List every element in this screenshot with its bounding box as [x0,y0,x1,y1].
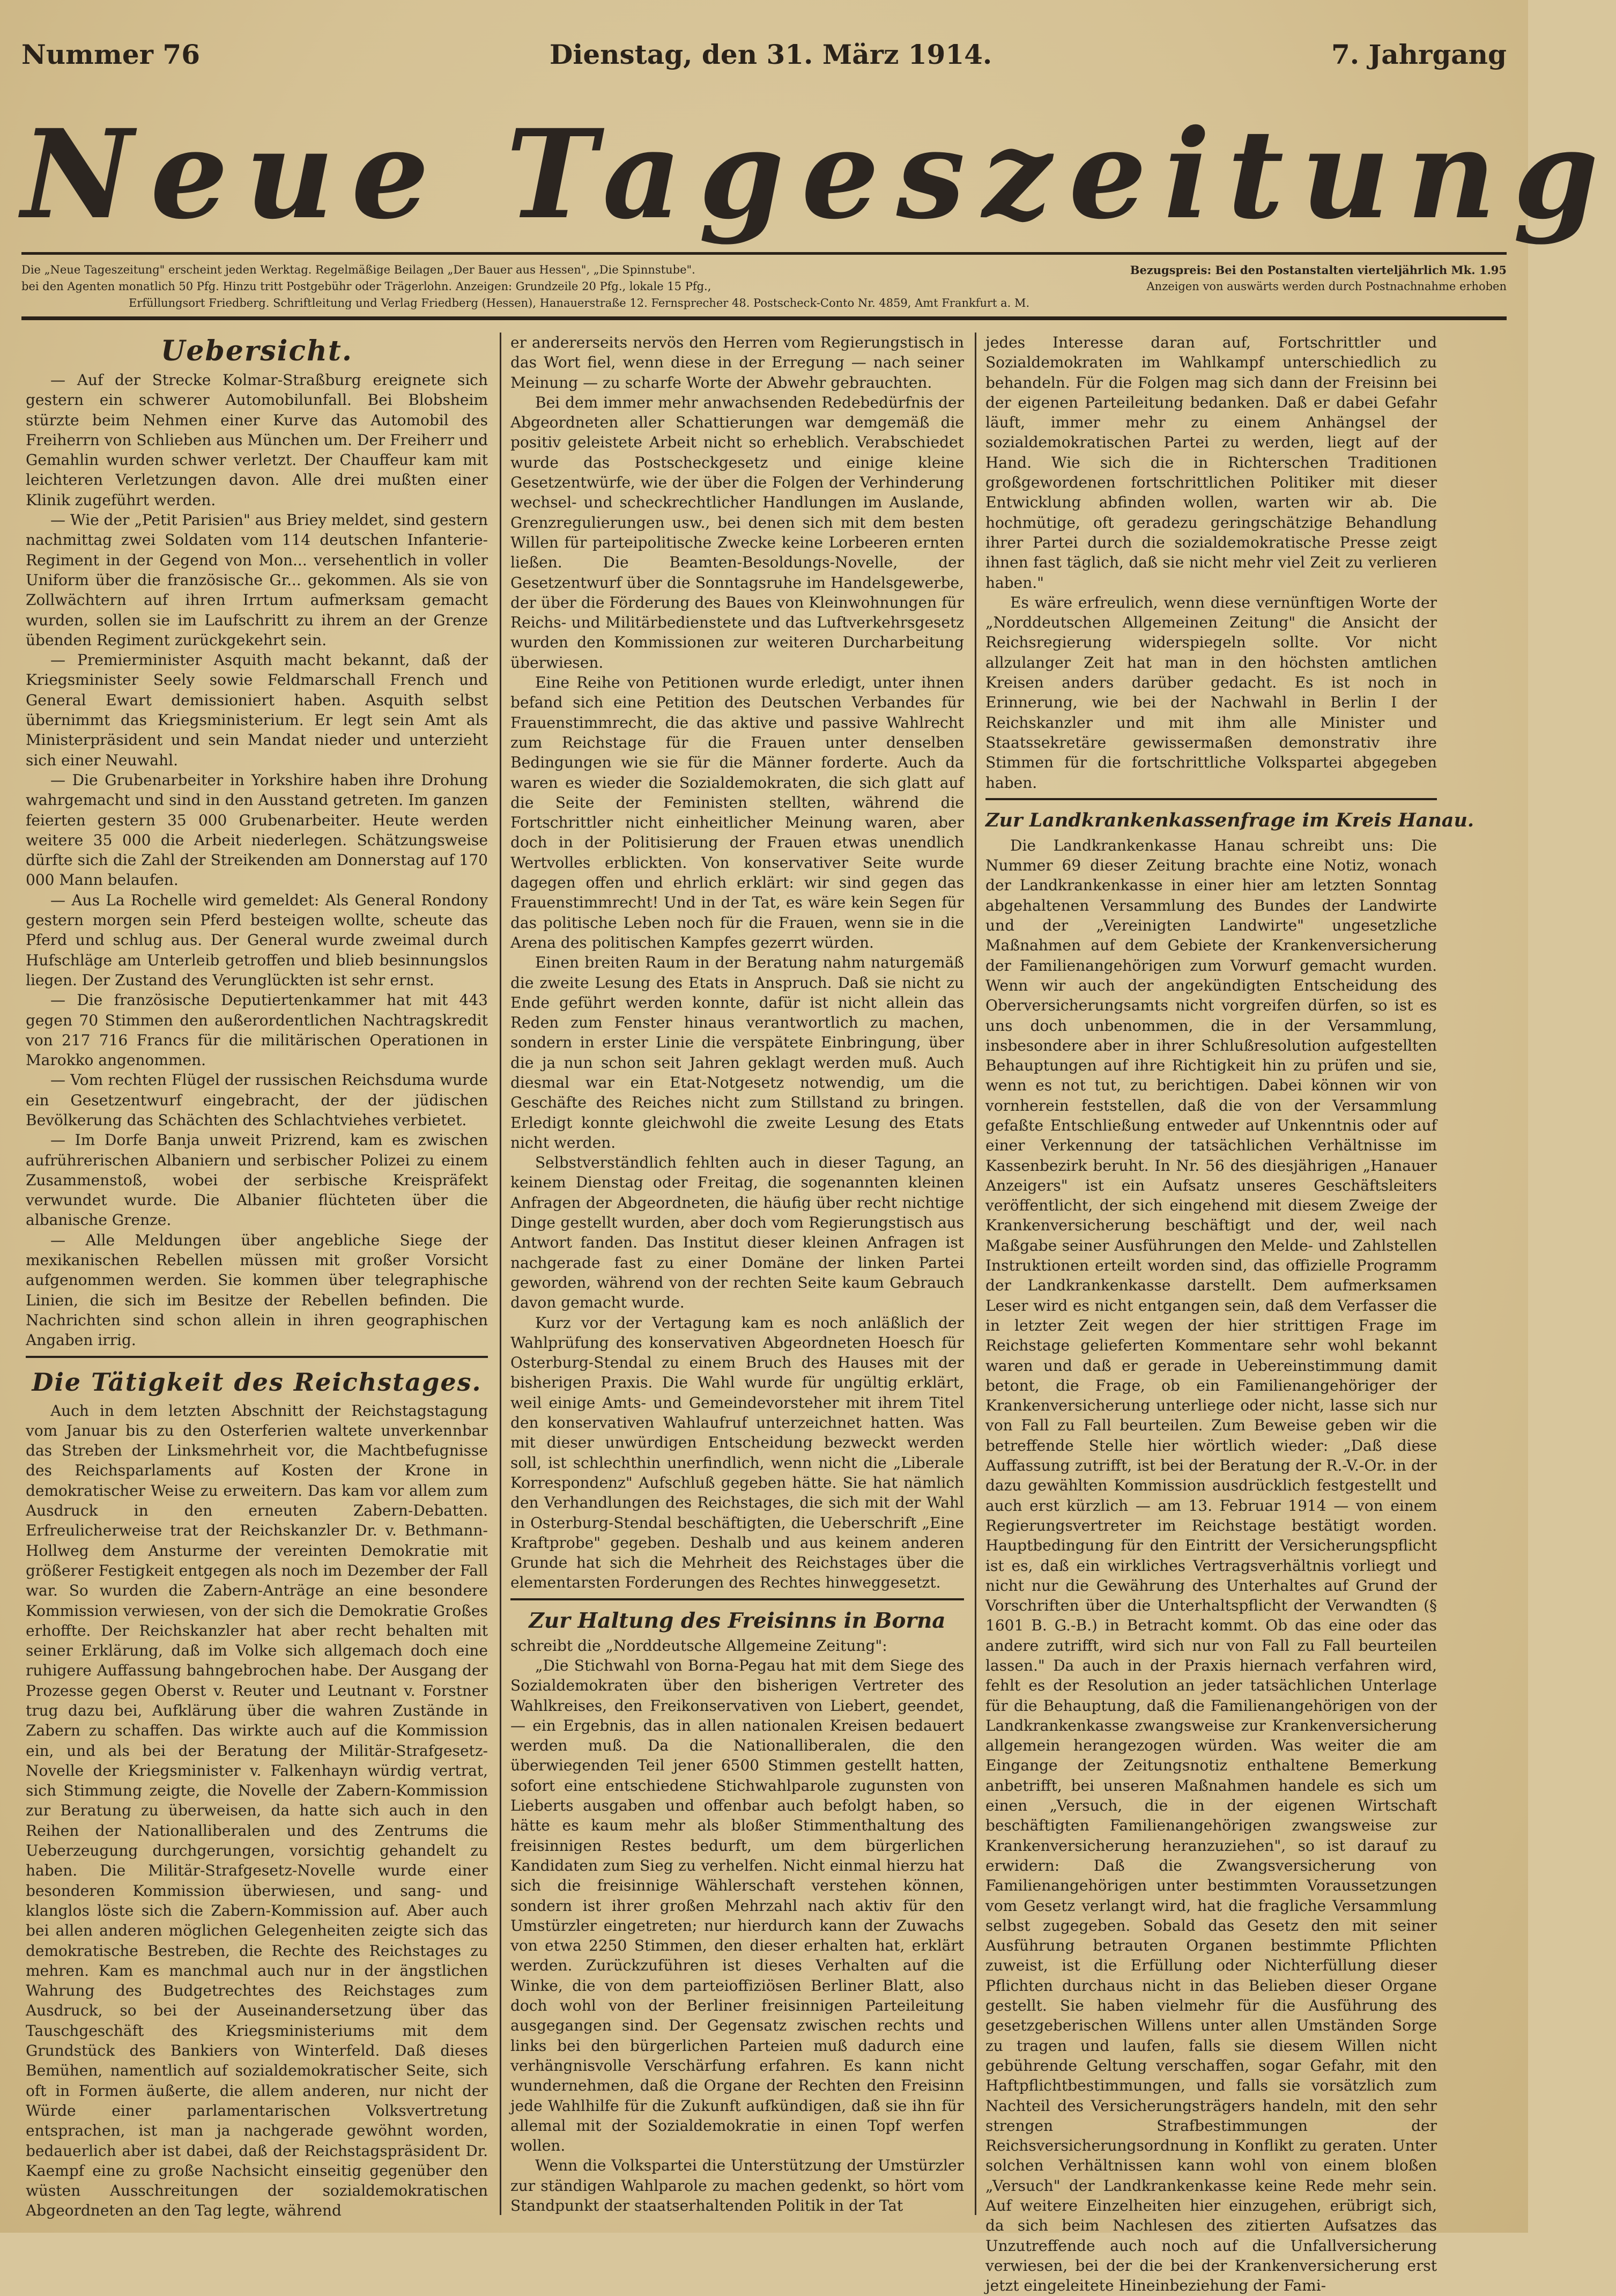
paragraph: — Wie der „Petit Parisien" aus Briey meldet, sind gestern nachmittag zwei Soldaten vom 114 deutschen Infanterie-Regiment in der Gegend von Mon... versehentlich in voller Uniform über die französische Gr... gekommen. Als sie von Zollwächtern auf ihren Irrtum aufmerksam gemacht wurden, sollen sie im Laufschritt zu ihrem an der Grenze übenden Regiment zurückgekehrt sein. [26,511,488,649]
section-rule [26,1356,488,1358]
section-rule [985,798,1437,800]
paragraph: er andererseits nervös den Herren vom Regierungstisch in das Wort fiel, wenn diese in der Erregung — nach seiner Meinung — zu scharfe Worte der Abwehr gebrauchten. [510,334,964,392]
column-divider-1 [500,333,501,2215]
column-3 [985,333,1474,2295]
paragraph: Selbstverständlich fehlten auch in dieser Tagung, an keinem Dienstag oder Freitag, die sogenannten kleinen Anfragen der Abgeordneten, die häufig über recht nichtige Dinge gestellt wurden, aber doch vom Regierungstisch aus Antwort fanden. Das Institut dieser kleinen Anfragen ist nachgerade fast zu einer Domäne der linken Partei geworden, während von der rechten Seite kaum Gebrauch davon gemacht wurde. [510,1154,964,1312]
paragraph: — Alle Meldungen über angebliche Siege der mexikanischen Rebellen müssen mit großer Vorsicht aufgenommen werden. Sie kommen über telegraphische Linien, die sich im Besitze der Rebellen befinden. Die Nachrichten sind schon allein in ihren geographischen Angaben irrig. [26,1231,488,1349]
paragraph: — Im Dorfe Banja unweit Prizrend, kam es zwischen aufrührerischen Albaniern und serbischer Polizei zu einem Zusammenstoß, wobei der serbische Kreispräfekt verwundet wurde. Die Albanier flüchteten über die albanische Grenze. [26,1131,488,1229]
masthead-rule [21,252,1507,255]
imprint-line-3: Erfüllungsort Friedberg. Schriftleitung und Verlag Friedberg (Hessen), Hanauerstraße 12. Fernsprecher 48. Postscheck-Conto Nr. 4859, Amt Frankfurt a. M. [129,297,1030,309]
paragraph: — Aus La Rochelle wird gemeldet: Als General Rondony gestern morgen sein Pferd besteigen wollte, scheute das Pferd und schlug aus. Der General wurde zweimal durch Hufschläge am Unterleib getroffen und blieb besinnungslos liegen. Der Zustand des Verunglückten ist sehr ernst. [26,891,488,989]
heading-reichstag: Die Tätigkeit des Reichstages. [32,1367,482,1397]
imprint-line-2: bei den Agenten monatlich 50 Pfg. Hinzu tritt Postgebühr oder Trägerlohn. Anzeigen: Grundzeile 20 Pfg., lokale 15 Pfg., [21,280,711,293]
freisinn-text [510,1636,964,2216]
paragraph: — Vom rechten Flügel der russischen Reichsduma wurde ein Gesetzentwurf eingebracht, der der jüdischen Bevölkerung das Schächten des Schlachtviehes verbietet. [26,1071,488,1129]
paragraph: — Die Grubenarbeiter in Yorkshire haben ihre Drohung wahrgemacht und sind in den Ausstand getreten. Im ganzen feierten gestern 35 000 Grubenarbeiter. Heute werden weitere 35 000 die Arbeit niederlegen. Schätzungsweise dürfte sich die Zahl der Streikenden am Donnerstag auf 170 000 Mann belaufen. [26,771,488,889]
imprint-ads: Anzeigen von auswärts werden durch Postnachnahme erhoben [1146,280,1507,293]
paragraph: Wenn die Volkspartei die Unterstützung der Umstürzler zur ständigen Wahlparole zu machen gedenkt, so hört vom Standpunkt der staatserhaltenden Politik in der Tat [510,2157,964,2215]
issue-date: Dienstag, den 31. März 1914. [550,39,992,70]
paragraph: — Die französische Deputiertenkammer hat mit 443 gegen 70 Stimmen den außerordentlichen Nachtragskredit von 217 716 Francs für die militärischen Operationen in Marokko angenommen. [26,991,488,1069]
imprint-rule [21,316,1507,320]
paragraph: jedes Interesse daran auf, Fortschrittler und Sozialdemokraten im Wahlkampf unterschiedlich zu behandeln. Für die Folgen mag sich dann der Freisinn bei der eigenen Parteileitung bedanken. Daß er dabei Gefahr läuft, immer mehr zu einem Anhängsel der sozialdemokratischen Partei zu werden, liegt auf der Hand. Wie sich die in Richterschen Traditionen großgewordenen fortschrittlichen Politiker mit dieser Entwicklung abfinden wollen, warten wir ab. Die hochmütige, oft geradezu geringschätzige Behandlung ihrer Partei durch die sozialdemokratische Presse zeigt ihnen fast täglich, daß sie nicht mehr viel Zeit zu verlieren haben." [985,334,1437,592]
paragraph: Die Landkrankenkasse Hanau schreibt uns: Die Nummer 69 dieser Zeitung brachte eine Notiz, wonach der Landkrankenkasse in einer hier am letzten Sonntag abgehaltenen Versammlung des Bundes der Landwirte und der „Vereinigten Landwirte" ungesetzliche Maßnahmen auf dem Gebiete der Krankenversicherung der Familienangehörigen zum Vorwurf gemacht wurden. Wenn wir auch der angekündigten Entscheidung des Oberversicherungsamts nicht vorgreifen dürfen, so ist es uns doch unbenommen, die in der Versammlung, insbesondere aber in ihrer Schlußresolution aufgestellten Behauptungen auf ihre Richtigkeit hin zu prüfen und sie, wenn es not tut, zu berichtigen. Dabei können wir von vornherein feststellen, daß die von der Versammlung gefaßte Entschließung entweder auf Unkenntnis oder auf einer Verkennung der tatsächlichen Verhältnisse im Kassenbezirk beruht. In Nr. 56 des diesjährigen „Hanauer Anzeigers" ist ein Aufsatz unseres Geschäftsleiters veröffentlicht, der sich eingehend mit diesem Zweige der Krankenversicherung beschäftigt und der, weil nach Maßgabe seiner Ausführungen den Melde- und Zahlstellen Instruktionen erteilt worden sind, das offizielle Programm der Landkrankenkasse darstellt. Dem aufmerksamen Leser wird es nicht entgangen sein, daß dem Verfasser die in letzter Zeit wegen der hier strittigen Frage im Reichstage gelieferten Kommentare sehr wohl bekannt waren und daß er gerade in Uebereinstimmung damit betont, die Frage, ob ein Familienangehöriger der Krankenversicherung unterliege oder nicht, lasse sich nur von Fall zu Fall beurteilen. Zum Beweise geben wir die betreffende Stelle hier wörtlich wieder: „Daß diese Auffassung zutrifft, ist bei der Beratung der R.-V.-Or. in der dazu gewählten Kommission ausdrücklich festgestellt und auch erst kürzlich — am 13. Februar 1914 — von einem Regierungsvertreter im Reichstage bestätigt worden. Hauptbedingung für den Eintritt der Versicherungspflicht ist es, daß ein wirkliches Vertragsverhältnis vorliegt und nicht nur die Gewährung des Unterhaltes auf Grund der Vorschriften über die Unterhaltspflicht der Verwandten (§ 1601 B. G.-B.) in Betracht kommt. Ob das eine oder das andere zutrifft, wird sich nur von Fall zu Fall beurteilen lassen." Da auch in der Praxis hiernach verfahren wird, fehlt es der Resolution an jeder tatsächlichen Unterlage für die Behauptung, daß die Familienangehörigen von der Landkrankenkasse zwangsweise zur Krankenversicherung allgemein herangezogen würden. Was weiter die am Eingange der Zeitungsnotiz enthaltene Bemerkung anbetrifft, bei unseren Maßnahmen handele es sich um einen „Versuch, die in der eigenen Wirtschaft beschäftigten Familienangehörigen zwangsweise zur Krankenversicherung heranzuziehen", so ist darauf zu erwidern: Daß die Zwangsversicherung von Familienangehörigen unter bestimmten Voraussetzungen vom Gesetz verlangt wird, hat die fragliche Versammlung selbst zugegeben. Sobald das Gesetz den mit seiner Ausführung betrauten Organen bestimmte Pflichten zuweist, ist die Erfüllung oder Nichterfüllung dieser Pflichten durchaus nicht in das Belieben dieser Organe gestellt. Sie haben vielmehr für die Ausführung des gesetzgeberischen Willens unter allen Umständen Sorge zu tragen und laufen, falls sie diesem Willen nicht gebührende Geltung verschaffen, sogar Gefahr, mit den Haftpflichtbestimmungen, und falls sie vorsätzlich zum Nachteil des Versicherungsträgers handeln, mit den sehr strengen Strafbestimmungen der Reichsversicherungsordnung in Konflikt zu geraten. Unter solchen Verhältnissen kann wohl von einem bloßen „Versuch" der Landkrankenkasse keine Rede mehr sein. Auf weitere Einzelheiten hier einzugehen, erübrigt sich, da sich beim Nachlesen des zitierten Aufsatzes das Unzutreffende auch noch auf die Unfallversicherung verwiesen, bei der die bei der Krankenversicherung erst jetzt eingeleitete Hineinbeziehung der Fami- [985,836,1437,2295]
paragraph: Eine Reihe von Petitionen wurde erledigt, unter ihnen befand sich eine Petition des Deutschen Verbandes für Frauenstimmrecht, die das aktive und passive Wahlrecht zum Reichstage für die Frauen unter denselben Bedingungen wie sie für die Männer forderte. Auch da waren es wieder die Sozialdemokraten, die sich glatt auf die Seite der Feministen stellten, während die Fortschrittler nicht einheitlicher Meinung waren, aber doch in der Politisierung der Frauen etwas unendlich Wertvolles erblickten. Von konservativer Seite wurde dagegen offen und ehrlich erklärt: wir sind gegen das Frauenstimmrecht! Und in der Tat, es wäre kein Segen für das politische Leben noch für die Frauen, wenn sie in die Arena des politischen Kampfes gezerrt würden. [510,674,964,951]
heading-landkrankenkasse: Zur Landkrankenkassenfrage im Kreis Hanau. [985,809,1474,831]
reichstag-text [26,1401,488,2221]
paragraph: Es wäre erfreulich, wenn diese vernünftigen Worte der „Norddeutschen Allgemeinen Zeitung" die Ansicht der Reichsregierung widerspiegeln sollte. Vor nicht allzulanger Zeit hat man in den höchsten amtlichen Kreisen anders darüber gedacht. Es ist noch in Erinnerung, wie bei der Nachwahl in Berlin I der Reichskanzler und mit ihm alle Minister und Staatssekretäre gewissermaßen demonstrativ ihre Stimmen für die fortschrittliche Volkspartei abgegeben haben. [985,593,1437,792]
paragraph: Bei dem immer mehr anwachsenden Redebedürfnis der Abgeordneten aller Schattierungen war demgemäß die positiv geleistete Arbeit nicht so erheblich. Verabschiedet wurde das Postscheckgesetz und einige kleine Gesetzentwürfe, wie der über die Folgen der Verhinderung wechsel- und scheckrechtlicher Handlungen im Auslande, Grenzregulierungen usw., bei denen sich mit dem besten Willen für parteipolitische Zwecke keine Lorbeeren ernten ließen. Die Beamten-Besoldungs-Novelle, der Gesetzentwurf über die Sonntagsruhe im Handelsgewerbe, der über die Förderung des Baues von Kleinwohnungen für Reichs- und Militärbedienstete und das Luftverkehrsgesetz wurden den Kommissionen zur weiteren Durcharbeitung überwiesen. [510,393,964,671]
masthead-title: Neue Tageszeitung [21,102,1616,246]
paragraph: Kurz vor der Vertagung kam es noch anläßlich der Wahlprüfung des konservativen Abgeordneten Hoesch für Osterburg-Stendal zu einem Bruch des Hauses mit der bisherigen Praxis. Die Wahl wurde für ungültig erklärt, weil einige Amts- und Gemeindevorsteher mit ihrem Titel den konservativen Wahlaufruf unterzeichnet hatten. Was mit dieser unwürdigen Entscheidung bezweckt werden soll, ist schlechthin unerfindlich, wenn nicht die „Liberale Korrespondenz" Aufschluß gegeben hätte. Sie hat nämlich den Verhandlungen des Reichstages, die sich mit der Wahl in Osterburg-Stendal beschäftigten, die Ueberschrift „Eine Kraftprobe" gegeben. Deshalb und aus keinem anderen Grunde hat sich die Mehrheit des Reichstages über die elementarsten Forderungen des Rechtes hinweggesetzt. [510,1313,964,1592]
paragraph: — Auf der Strecke Kolmar-Straßburg ereignete sich gestern ein schwerer Automobilunfall. Bei Blobsheim stürzte beim Nehmen einer Kurve das Automobil des Freiherrn von Schlieben aus München um. Der Freiherr und Gemahlin wurden schwer verletzt. Der Chauffeur kam mit leichteren Verletzungen davon. Alle drei mußten einer Klinik zugeführt werden. [26,371,488,509]
imprint-block [21,262,1507,312]
paragraph: schreibt die „Norddeutsche Allgemeine Zeitung": [510,1636,887,1655]
column-2 [510,333,964,2215]
heading-uebersicht: Uebersicht. [161,335,353,367]
landkrankenkasse-text [985,836,1437,2296]
paragraph: Einen breiten Raum in der Beratung nahm naturgemäß die zweite Lesung des Etats in Anspruch. Daß sie nicht zu Ende geführt werden konnte, dafür ist nicht allein das Reden zum Fenster hinaus verantwortlich zu machen, sondern in erster Linie die verspätete Einbringung, über die ja nun schon seit Jahren geklagt werden muß. Auch diesmal war ein Etat-Notgesetz notwendig, um die Geschäfte des Reiches nicht zum Stillstand zu bringen. Erledigt konnte gleichwohl die zweite Lesung des Etats nicht werden. [510,954,964,1151]
heading-freisinn-borna: Zur Haltung des Freisinns in Borna [529,1608,946,1633]
imprint-line-1: Die „Neue Tageszeitung" erscheint jeden Werktag. Regelmäßige Beilagen „Der Bauer aus Hessen", „Die Spinnstube". [21,263,695,276]
section-rule [510,1598,964,1600]
reichstag-continued-text [510,333,964,1593]
column-divider-2 [975,333,976,2215]
paragraph: „Die Stichwahl von Borna-Pegau hat mit dem Siege des Sozialdemokraten über den bisherigen Vertreter des Wahlkreises, den Freikonservativen von Liebert, geendet, — ein Ergebnis, das in allen nationalen Kreisen bedauert werden muß. Da die Nationalliberalen, die den überwiegenden Teil jener 6500 Stimmen gestellt hatten, sofort eine entschiedene Stichwahlparole zugunsten von Lieberts ausgaben und offenbar auch befolgt haben, so hätte es kaum mehr als bloßer Stimmenthaltung des freisinnigen Restes bedurft, um dem bürgerlichen Kandidaten zum Sieg zu verhelfen. Nicht einmal hierzu hat sich die freisinnige Wählerschaft verstehen können, sondern ist ihrer großen Mehrzahl nach aktiv für den Umstürzler eingetreten; nur hierdurch kann der Zuwachs von etwa 2250 Stimmen, den dieser erhalten hat, erklärt werden. Zurückzuführen ist dieses Verhalten auf die Winke, die von dem parteioffiziösen Berliner Blatt, also doch wohl von der Berliner freisinnigen Parteileitung ausgegangen sind. Der Gegensatz zwischen rechts und links bei den bürgerlichen Parteien muß dadurch eine verhängnisvolle Verschärfung erfahren. Es kann nicht wundernehmen, daß die Organe der Rechten den Freisinn jede Wahlhilfe für die Zukunft aufkündigen, daß sie ihn für allemal mit der Sozialdemokratie in einen Topf werfen wollen. [510,1657,964,2155]
column-1 [26,333,488,2220]
uebersicht-text [26,370,488,1350]
issue-number: Nummer 76 [21,39,201,70]
freisinn-continued-text [985,333,1437,793]
paragraph: Auch in dem letzten Abschnitt der Reichstagstagung vom Januar bis zu den Osterferien waltete unverkennbar das Streben der Linksmehrheit vor, die Machtbefugnisse des Reichsparlaments auf Kosten der Krone in demokratischer Weise zu erweitern. Das kam vor allem zum Ausdruck in den erneuten Zabern-Debatten. Erfreulicherweise trat der Reichskanzler Dr. v. Bethmann-Hollweg dem Ansturme der vereinten Demokratie mit größerer Festigkeit entgegen als noch im Dezember der Fall war. So wurden die Zabern-Anträge an eine besondere Kommission verwiesen, von der sich die Demokratie Großes erhoffte. Der Reichskanzler hat aber recht behalten mit seiner Erklärung, daß im Volke sich allgemach doch eine ruhigere Auffassung bahngebrochen habe. Der Ausgang der Prozesse gegen Oberst v. Reuter und Leutnant v. Forstner trug dazu bei, Aufklärung über die wahren Zustände in Zabern zu schaffen. Das wirkte auch auf die Kommission ein, und als bei der Beratung der Militär-Strafgesetz-Novelle der Kriegsminister v. Falkenhayn würdig vertrat, sich Stimmung zeigte, die Novelle der Zabern-Kommission zur Beratung zu überweisen, da hatte sich auch in den Reihen der Nationalliberalen und des Zentrums die Ueberzeugung durchgerungen, vorsichtig gehandelt zu haben. Die Militär-Strafgesetz-Novelle wurde einer besonderen Kommission überwiesen, und sang- und klanglos löste sich die Zabern-Kommission auf. Aber auch bei allen anderen möglichen Gelegenheiten zeigte sich das demokratische Bestreben, die Rechte des Reichstages zu mehren. Kam es manchmal auch nur in der ängstlichen Wahrung des Budgetrechtes des Reichstages zum Ausdruck, so bei der Auseinandersetzung über das Tauschgeschäft des Kriegsministeriums mit dem Grundstück des Bankiers von Winterfeld. Daß dieses Bemühen, namentlich auf sozialdemokratischer Seite, sich oft in Formen äußerte, die allem anderen, nur nicht der Würde einer parlamentarischen Volksvertretung entsprachen, ist man ja nachgerade gewöhnt worden, bedauerlich aber ist dabei, daß der Reichstagspräsident Dr. Kaempf eine zu große Nachsicht einseitig gegenüber den wüsten Ausschreitungen der sozialdemokratischen Abgeordneten an den Tag legte, während [26,1401,488,2220]
imprint-price: Bezugspreis: Bei den Postanstalten vierteljährlich Mk. 1.95 [1130,263,1507,277]
paragraph: — Premierminister Asquith macht bekannt, daß der Kriegsminister Seely sowie Feldmarschall French und General Ewart demissioniert haben. Asquith selbst übernimmt das Kriegsministerium. Er legt sein Amt als Ministerpräsident und sein Mandat nieder und unterzieht sich einer Neuwahl. [26,651,488,769]
issue-line [21,39,1507,82]
volume-number: 7. Jahrgang [1331,39,1507,70]
